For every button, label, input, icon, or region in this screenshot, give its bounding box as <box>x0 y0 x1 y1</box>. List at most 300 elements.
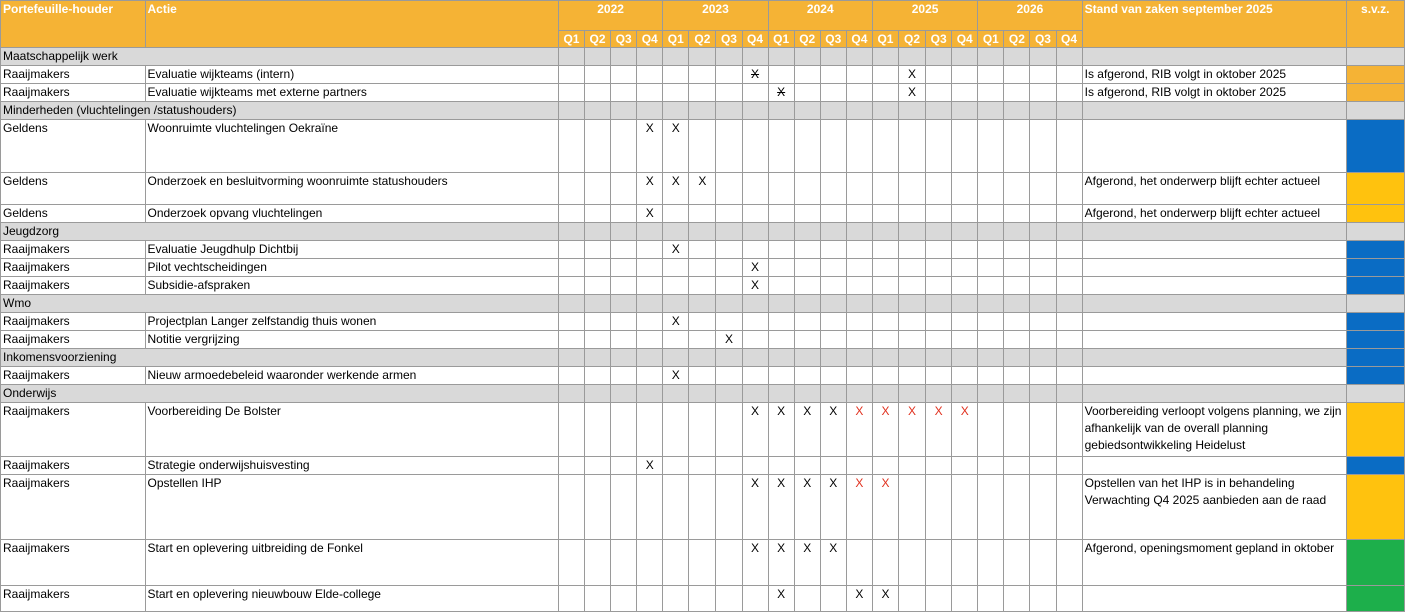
category-empty-cell <box>1004 48 1030 66</box>
planning-mark: X <box>881 587 890 601</box>
quarter-cell <box>558 403 584 457</box>
category-empty-cell <box>926 48 952 66</box>
quarter-cell <box>663 84 689 102</box>
svz-status-cell <box>1346 367 1404 385</box>
planning-mark: X <box>724 332 733 346</box>
quarter-cell <box>794 173 820 205</box>
quarter-cell <box>585 66 611 84</box>
category-empty-cell <box>1030 295 1056 313</box>
quarter-cell <box>1004 120 1030 173</box>
quarter-cell <box>952 586 978 612</box>
header-quarter-2023-q3: Q3 <box>716 31 742 48</box>
category-empty-cell <box>978 295 1004 313</box>
svz-status-cell <box>1346 205 1404 223</box>
quarter-cell <box>611 241 637 259</box>
quarter-cell <box>794 66 820 84</box>
header-quarter-2026-q1: Q1 <box>978 31 1004 48</box>
quarter-cell <box>926 241 952 259</box>
quarter-cell <box>716 120 742 173</box>
planning-mark: X <box>829 404 838 418</box>
quarter-cell <box>1030 259 1056 277</box>
planning-mark: X <box>645 458 654 472</box>
category-empty-cell <box>1030 349 1056 367</box>
quarter-cell <box>637 586 663 612</box>
action-cell: Projectplan Langer zelfstandig thuis wonen <box>145 313 558 331</box>
svz-status-cell <box>1346 102 1404 120</box>
category-empty-cell <box>558 102 584 120</box>
quarter-cell <box>637 367 663 385</box>
table-row <box>1 475 1405 540</box>
category-empty-cell <box>872 295 898 313</box>
planning-mark: X <box>645 121 654 135</box>
quarter-cell <box>846 313 872 331</box>
quarter-cell <box>820 259 846 277</box>
category-empty-cell <box>846 223 872 241</box>
category-empty-cell <box>768 223 794 241</box>
planning-mark: X <box>751 476 760 490</box>
quarter-cell <box>1004 66 1030 84</box>
category-empty-cell <box>952 102 978 120</box>
category-empty-cell <box>952 349 978 367</box>
quarter-cell <box>899 120 926 173</box>
category-empty-cell <box>899 385 926 403</box>
quarter-cell <box>1004 475 1030 540</box>
category-empty-cell <box>1082 385 1346 403</box>
quarter-cell <box>611 403 637 457</box>
category-empty-cell <box>1082 349 1346 367</box>
quarter-cell <box>872 313 898 331</box>
quarter-cell <box>611 277 637 295</box>
status-text-cell: Opstellen van het IHP is in behandeling Verwachting Q4 2025 aanbieden aan de raad <box>1082 475 1346 540</box>
quarter-cell <box>820 540 846 586</box>
category-empty-cell <box>611 223 637 241</box>
quarter-cell <box>978 313 1004 331</box>
quarter-cell <box>1030 313 1056 331</box>
quarter-cell <box>872 457 898 475</box>
quarter-cell <box>820 586 846 612</box>
planning-mark: X <box>908 67 917 81</box>
quarter-cell <box>663 331 689 349</box>
quarter-cell <box>1030 403 1056 457</box>
quarter-cell <box>663 475 689 540</box>
owner-cell: Raaijmakers <box>1 331 146 349</box>
quarter-cell <box>637 403 663 457</box>
quarter-cell <box>820 367 846 385</box>
quarter-cell <box>899 457 926 475</box>
quarter-cell <box>899 475 926 540</box>
category-empty-cell <box>1082 102 1346 120</box>
quarter-cell <box>872 403 898 457</box>
quarter-cell <box>768 120 794 173</box>
planning-mark: X <box>803 541 812 555</box>
quarter-cell <box>978 205 1004 223</box>
status-text-cell <box>1082 457 1346 475</box>
quarter-cell <box>846 173 872 205</box>
quarter-cell <box>926 331 952 349</box>
planning-mark: X <box>908 404 917 418</box>
category-empty-cell <box>926 102 952 120</box>
quarter-cell <box>1030 173 1056 205</box>
header-quarter-2025-q4: Q4 <box>952 31 978 48</box>
category-label: Maatschappelijk werk <box>1 48 559 66</box>
status-text-cell <box>1082 120 1346 173</box>
category-empty-cell <box>846 48 872 66</box>
planning-mark: X <box>671 314 680 328</box>
quarter-cell <box>585 403 611 457</box>
quarter-cell <box>794 84 820 102</box>
quarter-cell <box>558 259 584 277</box>
planning-mark: X <box>777 587 786 601</box>
quarter-cell <box>637 259 663 277</box>
table-row <box>1 313 1405 331</box>
quarter-cell <box>1004 241 1030 259</box>
svz-status-cell <box>1346 120 1404 173</box>
status-text-cell <box>1082 277 1346 295</box>
header-row-years <box>1 1 1405 31</box>
table-row <box>1 277 1405 295</box>
quarter-cell <box>1030 367 1056 385</box>
svz-status-cell <box>1346 48 1404 66</box>
quarter-cell <box>1056 205 1082 223</box>
quarter-cell <box>637 540 663 586</box>
svz-status-cell <box>1346 313 1404 331</box>
category-empty-cell <box>820 295 846 313</box>
category-empty-cell <box>1056 385 1082 403</box>
category-empty-cell <box>899 223 926 241</box>
quarter-cell <box>611 457 637 475</box>
quarter-cell <box>794 540 820 586</box>
quarter-cell <box>558 205 584 223</box>
quarter-cell <box>768 205 794 223</box>
owner-cell: Raaijmakers <box>1 586 146 612</box>
quarter-cell <box>846 586 872 612</box>
quarter-cell <box>637 205 663 223</box>
planning-mark: X <box>881 404 890 418</box>
quarter-cell <box>716 313 742 331</box>
quarter-cell <box>1030 475 1056 540</box>
owner-cell: Raaijmakers <box>1 241 146 259</box>
category-empty-cell <box>637 295 663 313</box>
quarter-cell <box>716 540 742 586</box>
quarter-cell <box>585 277 611 295</box>
owner-cell: Raaijmakers <box>1 66 146 84</box>
category-label: Minderheden (vluchtelingen /statushouders) <box>1 102 559 120</box>
quarter-cell <box>558 173 584 205</box>
quarter-cell <box>716 277 742 295</box>
quarter-cell <box>585 205 611 223</box>
quarter-cell <box>1004 331 1030 349</box>
quarter-cell <box>742 277 768 295</box>
quarter-cell <box>1056 367 1082 385</box>
status-text-cell <box>1082 331 1346 349</box>
quarter-cell <box>1056 313 1082 331</box>
header-quarter-2026-q2: Q2 <box>1004 31 1030 48</box>
quarter-cell <box>899 84 926 102</box>
svz-status-cell <box>1346 540 1404 586</box>
quarter-cell <box>663 313 689 331</box>
quarter-cell <box>558 475 584 540</box>
planning-mark: X <box>777 476 786 490</box>
planning-mark: X <box>671 121 680 135</box>
quarter-cell <box>872 120 898 173</box>
category-empty-cell <box>768 295 794 313</box>
quarter-cell <box>663 66 689 84</box>
category-empty-cell <box>558 385 584 403</box>
category-empty-cell <box>742 349 768 367</box>
category-label: Onderwijs <box>1 385 559 403</box>
category-empty-cell <box>611 295 637 313</box>
header-portefeuillehouder: Portefeuille-houder <box>1 1 146 48</box>
category-empty-cell <box>899 102 926 120</box>
status-text-cell <box>1082 586 1346 612</box>
quarter-cell <box>742 66 768 84</box>
header-quarter-2022-q1: Q1 <box>558 31 584 48</box>
quarter-cell <box>794 241 820 259</box>
quarter-cell <box>742 205 768 223</box>
planning-mark: X <box>751 260 760 274</box>
category-row <box>1 102 1405 120</box>
quarter-cell <box>846 277 872 295</box>
header-quarter-2022-q2: Q2 <box>585 31 611 48</box>
quarter-cell <box>978 540 1004 586</box>
planning-mark: X <box>934 404 943 418</box>
category-empty-cell <box>1004 295 1030 313</box>
quarter-cell <box>1056 259 1082 277</box>
header-year-2024: 2024 <box>768 1 872 31</box>
header-quarter-2023-q4: Q4 <box>742 31 768 48</box>
quarter-cell <box>558 367 584 385</box>
status-text-cell <box>1082 259 1346 277</box>
category-empty-cell <box>1056 48 1082 66</box>
category-empty-cell <box>716 295 742 313</box>
quarter-cell <box>585 84 611 102</box>
category-empty-cell <box>952 295 978 313</box>
quarter-cell <box>689 205 716 223</box>
quarter-cell <box>585 173 611 205</box>
quarter-cell <box>558 331 584 349</box>
header-quarter-2024-q1: Q1 <box>768 31 794 48</box>
quarter-cell <box>768 241 794 259</box>
quarter-cell <box>952 205 978 223</box>
owner-cell: Raaijmakers <box>1 84 146 102</box>
quarter-cell <box>978 241 1004 259</box>
category-empty-cell <box>820 223 846 241</box>
category-row <box>1 295 1405 313</box>
category-empty-cell <box>689 48 716 66</box>
category-empty-cell <box>978 48 1004 66</box>
svz-status-cell <box>1346 173 1404 205</box>
action-cell: Onderzoek en besluitvorming woonruimte statushouders <box>145 173 558 205</box>
quarter-cell <box>978 367 1004 385</box>
category-empty-cell <box>846 385 872 403</box>
header-quarter-2024-q2: Q2 <box>794 31 820 48</box>
quarter-cell <box>794 475 820 540</box>
planning-mark: X <box>881 476 890 490</box>
quarter-cell <box>585 313 611 331</box>
quarter-cell <box>794 120 820 173</box>
quarter-cell <box>585 241 611 259</box>
quarter-cell <box>689 331 716 349</box>
header-year-2023: 2023 <box>663 1 768 31</box>
svz-status-cell <box>1346 475 1404 540</box>
quarter-cell <box>768 313 794 331</box>
quarter-cell <box>872 475 898 540</box>
category-empty-cell <box>558 349 584 367</box>
quarter-cell <box>899 205 926 223</box>
category-empty-cell <box>637 349 663 367</box>
owner-cell: Raaijmakers <box>1 313 146 331</box>
category-empty-cell <box>872 223 898 241</box>
category-empty-cell <box>742 295 768 313</box>
svz-status-cell <box>1346 223 1404 241</box>
quarter-cell <box>611 66 637 84</box>
quarter-cell <box>1056 586 1082 612</box>
quarter-cell <box>768 586 794 612</box>
quarter-cell <box>978 259 1004 277</box>
category-empty-cell <box>558 223 584 241</box>
category-empty-cell <box>1004 223 1030 241</box>
category-empty-cell <box>689 295 716 313</box>
quarter-cell <box>716 173 742 205</box>
category-empty-cell <box>820 48 846 66</box>
quarter-cell <box>716 457 742 475</box>
quarter-cell <box>820 331 846 349</box>
category-empty-cell <box>794 48 820 66</box>
quarter-cell <box>978 475 1004 540</box>
quarter-cell <box>952 475 978 540</box>
header-quarter-2026-q3: Q3 <box>1030 31 1056 48</box>
quarter-cell <box>926 173 952 205</box>
quarter-cell <box>585 259 611 277</box>
svz-status-cell <box>1346 385 1404 403</box>
quarter-cell <box>689 313 716 331</box>
owner-cell: Raaijmakers <box>1 403 146 457</box>
planning-mark: X <box>908 85 917 99</box>
category-empty-cell <box>952 223 978 241</box>
category-empty-cell <box>794 102 820 120</box>
category-empty-cell <box>585 349 611 367</box>
quarter-cell <box>768 457 794 475</box>
quarter-cell <box>846 457 872 475</box>
table-row <box>1 259 1405 277</box>
owner-cell: Raaijmakers <box>1 277 146 295</box>
planning-mark: X <box>960 404 969 418</box>
quarter-cell <box>742 241 768 259</box>
planning-mark: X <box>671 368 680 382</box>
quarter-cell <box>689 403 716 457</box>
planning-mark: X <box>751 541 760 555</box>
quarter-cell <box>1030 277 1056 295</box>
quarter-cell <box>768 403 794 457</box>
quarter-cell <box>637 84 663 102</box>
action-cell: Evaluatie wijkteams met externe partners <box>145 84 558 102</box>
table-row <box>1 403 1405 457</box>
quarter-cell <box>558 120 584 173</box>
category-empty-cell <box>663 295 689 313</box>
category-empty-cell <box>558 48 584 66</box>
status-text-cell: Afgerond, openingsmoment gepland in oktober <box>1082 540 1346 586</box>
status-text-cell: Is afgerond, RIB volgt in oktober 2025 <box>1082 66 1346 84</box>
quarter-cell <box>1004 313 1030 331</box>
category-empty-cell <box>1004 349 1030 367</box>
quarter-cell <box>820 84 846 102</box>
quarter-cell <box>846 331 872 349</box>
quarter-cell <box>1004 259 1030 277</box>
quarter-cell <box>926 367 952 385</box>
quarter-cell <box>926 403 952 457</box>
quarter-cell <box>978 331 1004 349</box>
table-row <box>1 331 1405 349</box>
quarter-cell <box>978 277 1004 295</box>
quarter-cell <box>637 120 663 173</box>
owner-cell: Geldens <box>1 173 146 205</box>
quarter-cell <box>663 205 689 223</box>
category-empty-cell <box>585 295 611 313</box>
category-empty-cell <box>846 295 872 313</box>
quarter-cell <box>611 540 637 586</box>
category-empty-cell <box>926 385 952 403</box>
quarter-cell <box>846 66 872 84</box>
quarter-cell <box>926 277 952 295</box>
category-empty-cell <box>872 102 898 120</box>
action-cell: Voorbereiding De Bolster <box>145 403 558 457</box>
status-text-cell: Afgerond, het onderwerp blijft echter actueel <box>1082 173 1346 205</box>
quarter-cell <box>637 241 663 259</box>
category-empty-cell <box>637 223 663 241</box>
svz-status-cell <box>1346 277 1404 295</box>
quarter-cell <box>846 84 872 102</box>
quarter-cell <box>846 367 872 385</box>
category-empty-cell <box>742 48 768 66</box>
quarter-cell <box>1004 84 1030 102</box>
header-quarter-2022-q3: Q3 <box>611 31 637 48</box>
category-empty-cell <box>637 102 663 120</box>
quarter-cell <box>1056 331 1082 349</box>
quarter-cell <box>978 586 1004 612</box>
quarter-cell <box>846 259 872 277</box>
quarter-cell <box>899 241 926 259</box>
category-empty-cell <box>978 385 1004 403</box>
quarter-cell <box>742 457 768 475</box>
quarter-cell <box>768 540 794 586</box>
quarter-cell <box>585 457 611 475</box>
quarter-cell <box>611 84 637 102</box>
quarter-cell <box>978 120 1004 173</box>
quarter-cell <box>926 586 952 612</box>
quarter-cell <box>1056 84 1082 102</box>
category-empty-cell <box>611 385 637 403</box>
quarter-cell <box>1030 120 1056 173</box>
quarter-cell <box>926 120 952 173</box>
quarter-cell <box>716 205 742 223</box>
quarter-cell <box>1004 173 1030 205</box>
quarter-cell <box>926 259 952 277</box>
header-actie: Actie <box>145 1 558 48</box>
category-empty-cell <box>846 102 872 120</box>
action-cell: Opstellen IHP <box>145 475 558 540</box>
quarter-cell <box>742 475 768 540</box>
quarter-cell <box>585 331 611 349</box>
quarter-cell <box>872 277 898 295</box>
category-empty-cell <box>689 102 716 120</box>
table-row <box>1 586 1405 612</box>
planning-mark: X <box>698 174 707 188</box>
quarter-cell <box>637 475 663 540</box>
category-empty-cell <box>1082 223 1346 241</box>
quarter-cell <box>768 475 794 540</box>
header-svz: s.v.z. <box>1346 1 1404 48</box>
header-quarter-2024-q3: Q3 <box>820 31 846 48</box>
